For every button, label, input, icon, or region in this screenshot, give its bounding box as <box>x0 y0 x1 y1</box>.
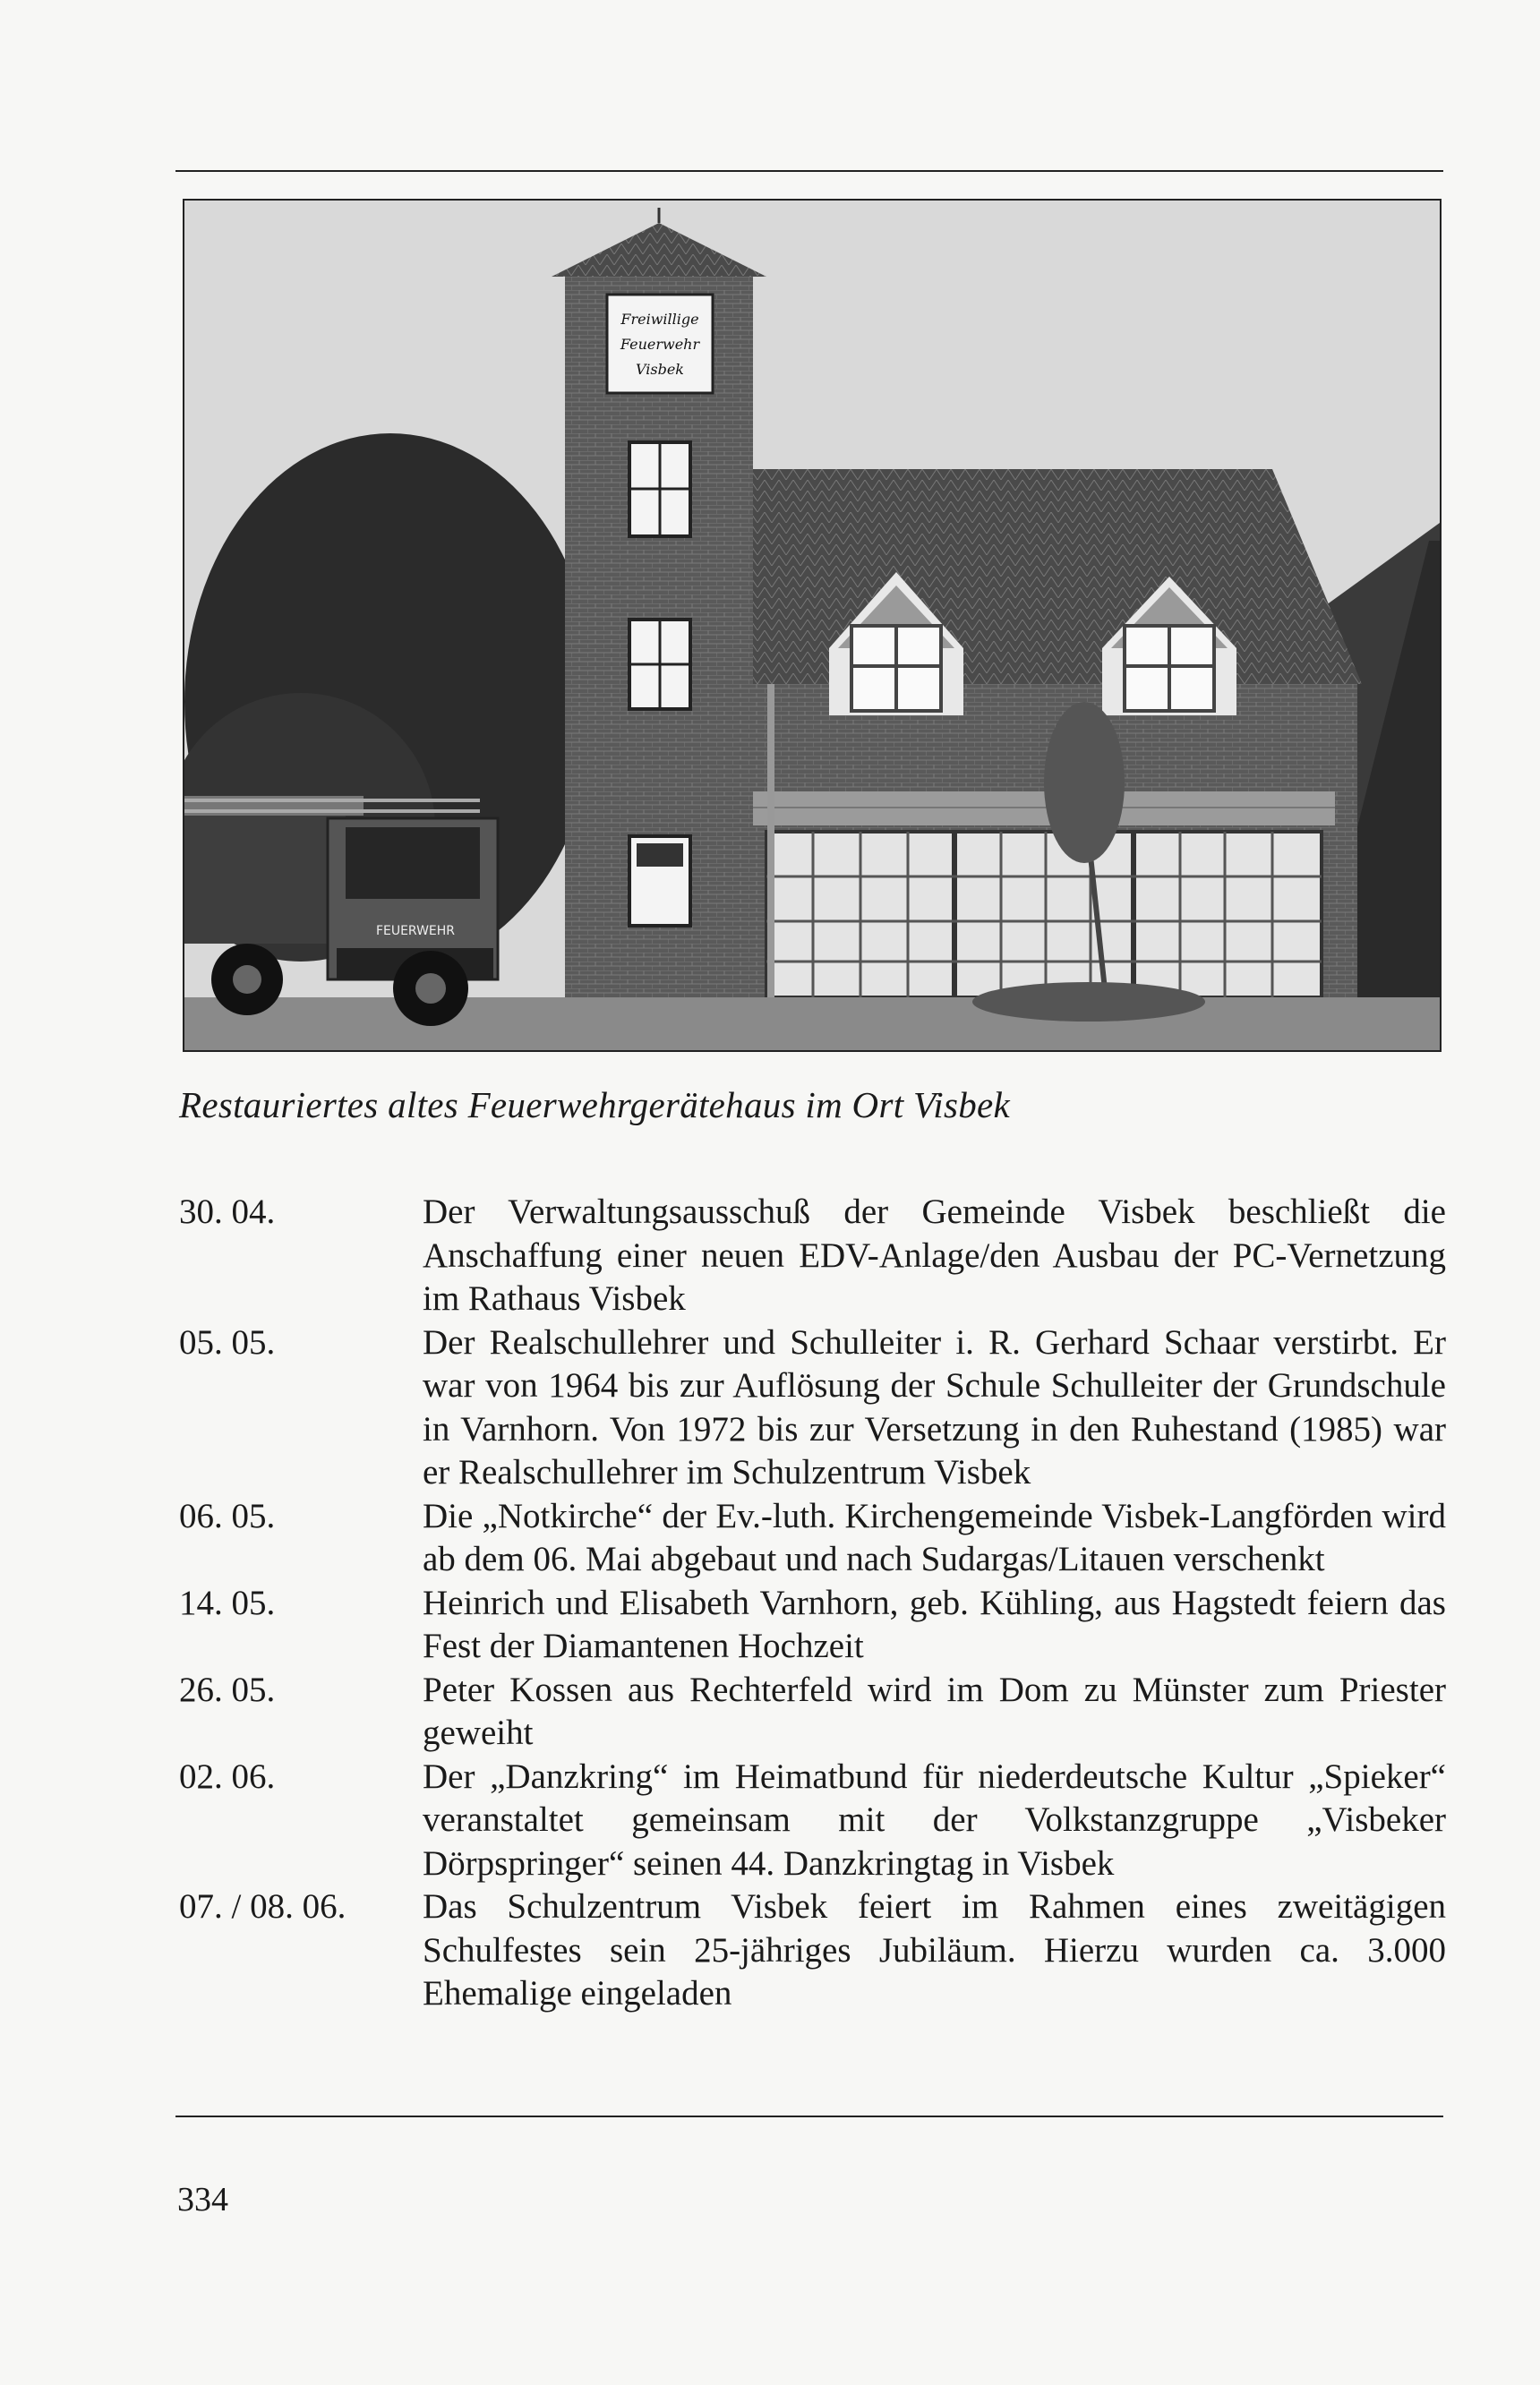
sign-line-2: Feuerwehr <box>620 336 700 353</box>
entry-text: Der Realschullehrer und Schulleiter i. R. Gerhard Schaar verstirbt. Er war von 1964 bis zur Auflösung der Schule Schulleiter der Grundschule in Varnhorn. Von 1972 bis zur Versetzung in den Ruhestand (1985) war er Realschullehrer im Schulzentrum Visbek <box>423 1322 1446 1492</box>
page-number: 334 <box>177 2181 228 2218</box>
entry-text: Das Schulzentrum Visbek feiert im Rahmen eines zweitägigen Schulfestes sein 25-jähriges Jubiläum. Hierzu wurden ca. 3.000 Ehemalige eingeladen <box>423 1887 1446 2013</box>
bottom-rule <box>175 2116 1443 2117</box>
sign-line-1: Freiwillige <box>620 311 699 328</box>
fire-station-photo <box>183 199 1442 1052</box>
list-item <box>179 1669 1446 1756</box>
list-item <box>179 1191 1446 1321</box>
entry-text: Der „Danzkring“ im Heimatbund für niederdeutsche Kultur „Spieker“ veranstaltet gemeinsam mit der Volkstanzgruppe „Visbeker Dörpspringer“ seinen 44. Danzkringtag in Visbek <box>423 1757 1446 1883</box>
list-item <box>179 1495 1446 1582</box>
entry-date: 14. 05. <box>179 1583 276 1622</box>
list-item <box>179 1321 1446 1495</box>
list-item <box>179 1885 1446 2016</box>
entry-text: Der Verwaltungsausschuß der Gemeinde Visbek beschließt die Anschaffung einer neuen EDV-Anlage/den Ausbau der PC-Vernetzung im Rathaus Visbek <box>423 1192 1446 1318</box>
entry-date: 30. 04. <box>179 1192 276 1231</box>
entry-date: 06. 05. <box>179 1496 276 1535</box>
photo-caption: Restauriertes altes Feuerwehrgerätehaus im Ort Visbek <box>179 1084 1010 1125</box>
entry-text: Die „Notkirche“ der Ev.-luth. Kirchengemeinde Visbek-Langförden wird ab dem 06. Mai abgebaut und nach Sudargas/Litauen verschenkt <box>423 1496 1446 1578</box>
entry-date: 05. 05. <box>179 1322 276 1362</box>
list-item <box>179 1756 1446 1886</box>
entry-date: 02. 06. <box>179 1757 276 1796</box>
entry-date: 07. / 08. 06. <box>179 1887 346 1926</box>
entry-text: Heinrich und Elisabeth Varnhorn, geb. Kühling, aus Hagstedt feiern das Fest der Diamantenen Hochzeit <box>423 1583 1446 1665</box>
list-item <box>179 1582 1446 1669</box>
entry-date: 26. 05. <box>179 1670 276 1709</box>
sign-line-3: Visbek <box>635 361 685 378</box>
chronicle-list <box>179 1191 1446 2016</box>
truck-label: FEUERWEHR <box>375 924 456 938</box>
entry-text: Peter Kossen aus Rechterfeld wird im Dom zu Münster zum Priester geweiht <box>423 1670 1446 1752</box>
top-rule <box>175 170 1443 172</box>
